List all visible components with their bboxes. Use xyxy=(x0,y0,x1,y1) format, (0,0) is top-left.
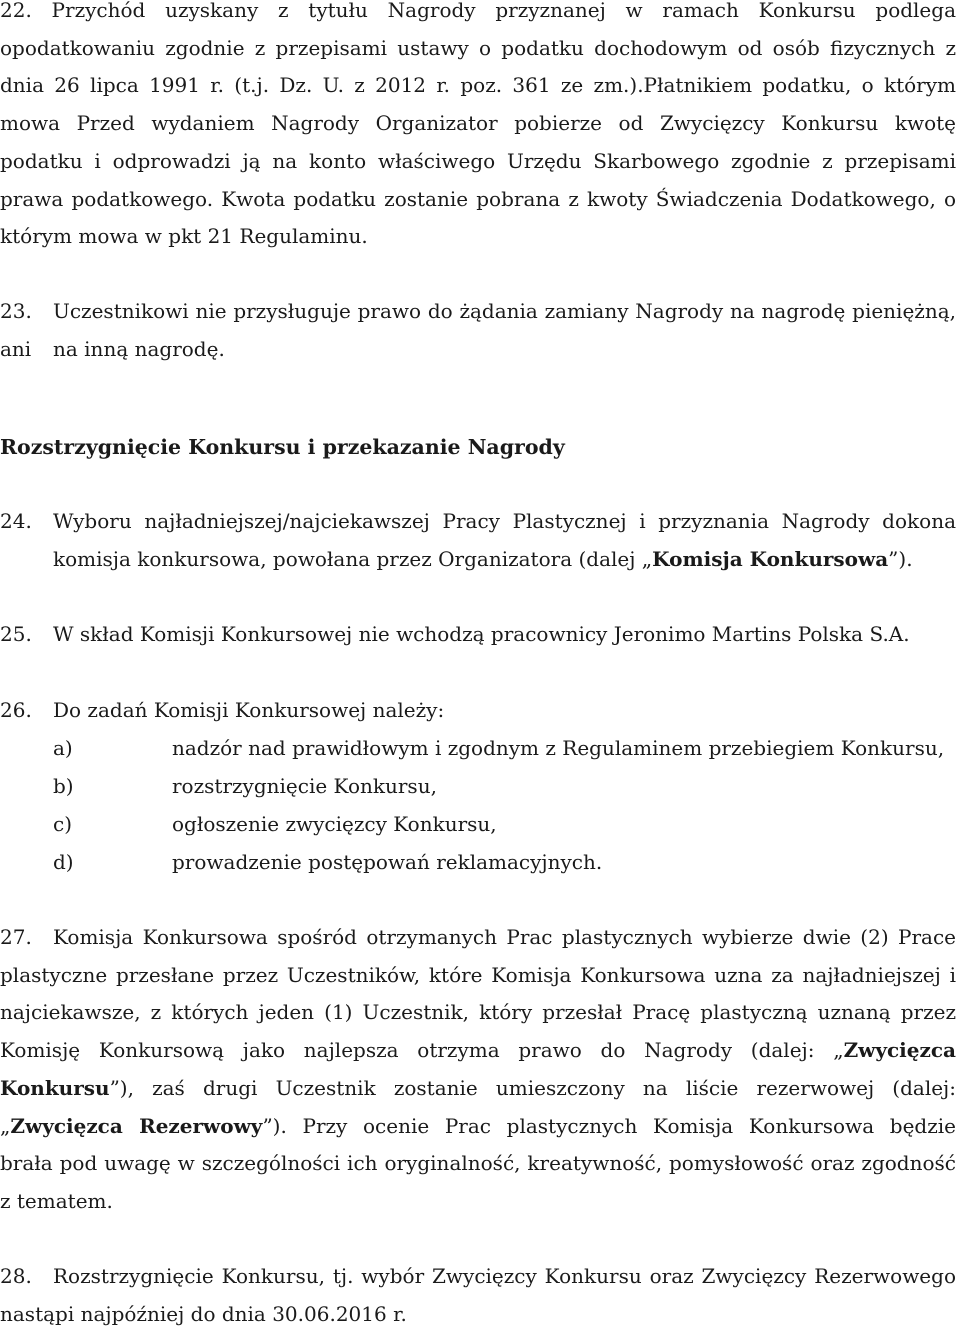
paragraph-number: 26. xyxy=(0,698,32,722)
paragraph-27-text: brała pod uwagę w szczególności ich oryginalność, kreatywność, pomysłowość oraz zgodność xyxy=(0,1151,956,1176)
paragraph-22-line: 22. Przychód uzyskany z tytułu Nagrody przyznanej w ramach Konkursu podlega xyxy=(0,0,956,22)
paragraph-22 xyxy=(0,0,956,218)
paragraph-number: 28. xyxy=(0,1264,32,1288)
paragraph-number: 23. xyxy=(0,299,32,323)
section-heading: Rozstrzygnięcie Konkursu i przekazanie Nagrody xyxy=(0,435,565,459)
paragraph-number: 27. xyxy=(0,925,32,949)
paragraph-27-text: najciekawsze, z których jeden (1) Uczestnik, który przesłał Pracę plastyczną uznaną przez xyxy=(0,1000,956,1025)
paragraph-24-cont xyxy=(0,541,956,579)
paragraph-24-text: Wyboru najładniejszej/najciekawszej Pracy Plastycznej i przyznania Nagrody dokona xyxy=(53,509,956,533)
paragraph-number: 24. xyxy=(0,509,32,533)
paragraph-27 xyxy=(0,919,956,1183)
paragraph-22-line: podatku i odprowadzi ją na konto właściwego Urzędu Skarbowego zgodnie z przepisami xyxy=(0,148,956,173)
paragraph-22-line: prawa podatkowego. Kwota podatku zostanie pobrana z kwoty Świadczenia Dodatkowego, o xyxy=(0,186,956,211)
paragraph-27-text: ”), zaś drugi Uczestnik zostanie umieszczony na liście rezerwowej (dalej: xyxy=(109,1075,956,1100)
list-item-letter: c) xyxy=(53,812,73,836)
paragraph-28 xyxy=(0,1258,956,1296)
list-item xyxy=(53,730,945,768)
defined-term: Zwycięzca xyxy=(843,1038,956,1063)
paragraph-27-last xyxy=(0,1183,956,1221)
paragraph-24-text: ”). xyxy=(888,547,913,571)
defined-term: Zwycięzca Rezerwowy xyxy=(10,1113,263,1138)
list-item-letter: b) xyxy=(53,774,74,798)
list-item xyxy=(53,806,933,844)
paragraph-22-line: którym mowa w pkt 21 Regulaminu. xyxy=(0,224,368,248)
paragraph-28-cont xyxy=(0,1296,956,1334)
paragraph-27-text: Komisję Konkursową jako najlepsza otrzyma prawo do Nagrody (dalej: „ xyxy=(0,1038,844,1063)
paragraph-28-text: Rozstrzygnięcie Konkursu, tj. wybór Zwycięzcy Konkursu oraz Zwycięzcy Rezerwowego xyxy=(53,1264,956,1288)
paragraph-28-text: nastąpi najpóźniej do dnia 30.06.2016 r. xyxy=(0,1302,407,1326)
list-item-text: nadzór nad prawidłowym i zgodnym z Regulaminem przebiegiem Konkursu, xyxy=(172,736,945,760)
list-item xyxy=(53,844,933,882)
paragraph-23-cont xyxy=(0,331,956,369)
paragraph-24 xyxy=(0,503,956,541)
paragraph-27-text: Komisja Konkursowa spośród otrzymanych Prac plastycznych wybierze dwie (2) Prace xyxy=(53,925,956,949)
defined-term: Komisja Konkursowa xyxy=(652,547,889,571)
list-item-text: rozstrzygnięcie Konkursu, xyxy=(172,774,437,798)
paragraph-22-line: mowa Przed wydaniem Nagrody Organizator pobierze od Zwycięzcy Konkursu kwotę xyxy=(0,111,956,136)
paragraph-22-line: opodatkowaniu zgodnie z przepisami ustawy o podatku dochodowym od osób fizycznych z xyxy=(0,35,956,60)
list-item xyxy=(53,768,933,806)
paragraph-27-text: plastyczne przesłane przez Uczestników, które Komisja Konkursowa uzna za najładniejszej i xyxy=(0,962,956,987)
paragraph-26 xyxy=(0,692,956,730)
paragraph-27-text: „ xyxy=(0,1113,11,1138)
list-item-letter: a) xyxy=(53,736,73,760)
list-item-letter: d) xyxy=(53,850,74,874)
paragraph-25 xyxy=(0,616,956,654)
defined-term: Konkursu xyxy=(0,1075,110,1100)
list-item-text: prowadzenie postępowań reklamacyjnych. xyxy=(172,850,603,874)
paragraph-27-text: z tematem. xyxy=(0,1189,113,1213)
paragraph-24-text: komisja konkursowa, powołana przez Organizatora (dalej „ xyxy=(53,547,653,571)
paragraph-23-text: Uczestnikowi nie przysługuje prawo do żądania zamiany Nagrody na nagrodę pieniężną, ani xyxy=(0,299,956,361)
list-item-text: ogłoszenie zwycięzcy Konkursu, xyxy=(172,812,497,836)
paragraph-27-text: ”). Przy ocenie Prac plastycznych Komisja Konkursowa będzie xyxy=(262,1113,956,1138)
paragraph-22-last xyxy=(0,218,956,256)
paragraph-26-text: Do zadań Komisji Konkursowej należy: xyxy=(53,698,445,722)
paragraph-25-text: W skład Komisji Konkursowej nie wchodzą pracownicy Jeronimo Martins Polska S.A. xyxy=(53,622,910,646)
paragraph-22-line: dnia 26 lipca 1991 r. (t.j. Dz. U. z 2012 r. poz. 361 ze zm.).Płatnikiem podatku, o którym xyxy=(0,73,956,98)
paragraph-23-text: na inną nagrodę. xyxy=(53,337,225,361)
paragraph-number: 25. xyxy=(0,622,32,646)
